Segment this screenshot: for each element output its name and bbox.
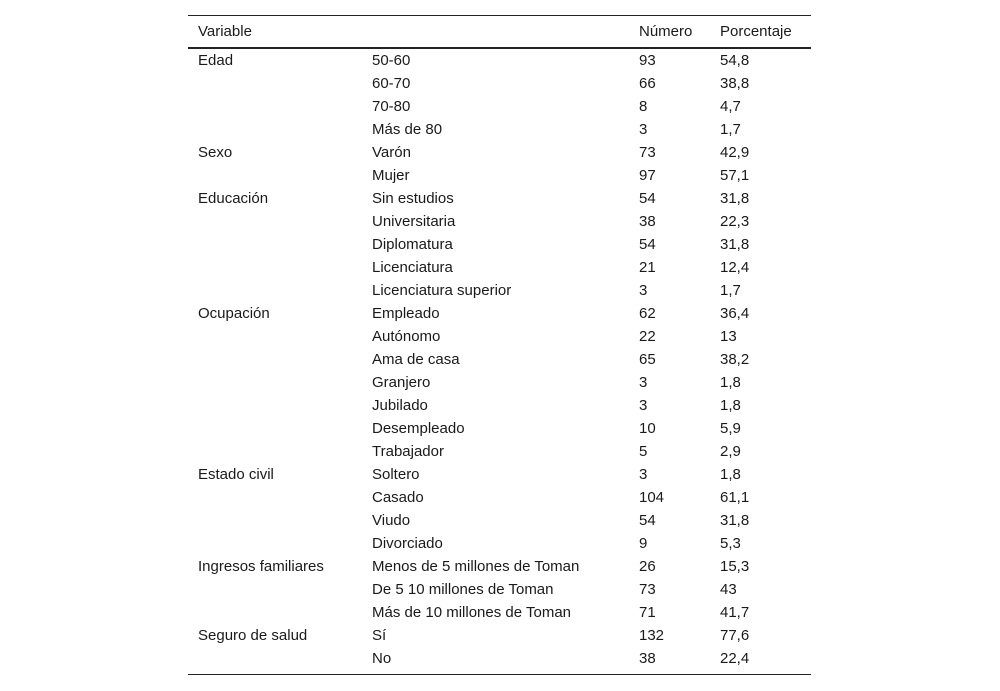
cell-numero: 54 [639, 236, 656, 253]
cell-numero: 38 [639, 213, 656, 230]
table-row [188, 394, 811, 417]
header-row [188, 16, 811, 49]
cell-variable [188, 118, 362, 141]
cell-category: 70-80 [372, 98, 411, 115]
cell-variable [188, 348, 362, 371]
table-row [188, 118, 811, 141]
cell-numero: 8 [639, 98, 648, 115]
cell-variable [188, 578, 362, 601]
cell-variable [188, 72, 362, 95]
table-row [188, 233, 811, 256]
cell-porcentaje: 1,7 [720, 121, 741, 138]
cell-category: Diplomatura [372, 236, 453, 253]
cell-porcentaje: 31,8 [720, 190, 750, 207]
cell-category: Desempleado [372, 420, 465, 437]
table-row [188, 601, 811, 624]
cell-variable: Educación [198, 190, 269, 207]
table-row [188, 624, 811, 647]
cell-category: Granjero [372, 374, 431, 391]
cell-variable: Ocupación [198, 305, 270, 322]
table-row [188, 348, 811, 371]
cell-numero: 9 [639, 535, 648, 552]
table-row [188, 95, 811, 118]
cell-numero: 97 [639, 167, 656, 184]
cell-porcentaje: 38,8 [720, 75, 750, 92]
cell-numero: 71 [639, 604, 656, 621]
cell-variable [188, 601, 362, 624]
cell-porcentaje: 57,1 [720, 167, 750, 184]
cell-porcentaje: 38,2 [720, 351, 750, 368]
cell-variable: Estado civil [198, 466, 274, 483]
cell-porcentaje: 5,3 [720, 535, 741, 552]
cell-variable: Edad [198, 52, 234, 69]
cell-category: Sí [372, 627, 387, 644]
table-row [188, 463, 811, 486]
cell-numero: 132 [639, 627, 665, 644]
cell-porcentaje: 42,9 [720, 144, 750, 161]
cell-numero: 22 [639, 328, 656, 345]
header-category [362, 16, 629, 49]
cell-numero: 3 [639, 282, 648, 299]
table-bottom-rule [188, 674, 811, 675]
table-row [188, 325, 811, 348]
cell-numero: 3 [639, 121, 648, 138]
cell-category: 60-70 [372, 75, 411, 92]
table-row [188, 279, 811, 302]
table-row [188, 509, 811, 532]
cell-category: De 5 10 millones de Toman [372, 581, 554, 598]
header-variable: Variable [198, 23, 252, 40]
table-row [188, 371, 811, 394]
cell-porcentaje: 22,4 [720, 650, 750, 667]
cell-category: Menos de 5 millones de Toman [372, 558, 580, 575]
cell-category: 50-60 [372, 52, 411, 69]
cell-porcentaje: 31,8 [720, 236, 750, 253]
table-row [188, 532, 811, 555]
cell-variable [188, 371, 362, 394]
cell-porcentaje: 36,4 [720, 305, 750, 322]
cell-variable [188, 256, 362, 279]
table-row [188, 486, 811, 509]
cell-category: Licenciatura [372, 259, 453, 276]
cell-variable [188, 325, 362, 348]
cell-variable: Seguro de salud [198, 627, 308, 644]
cell-numero: 26 [639, 558, 656, 575]
cell-category: Varón [372, 144, 411, 161]
cell-porcentaje: 2,9 [720, 443, 741, 460]
cell-category: Mujer [372, 167, 410, 184]
cell-numero: 66 [639, 75, 656, 92]
cell-porcentaje: 1,8 [720, 374, 741, 391]
table-row [188, 210, 811, 233]
cell-category: Más de 10 millones de Toman [372, 604, 571, 621]
cell-numero: 104 [639, 489, 665, 506]
cell-variable [188, 417, 362, 440]
cell-numero: 73 [639, 581, 656, 598]
table-row [188, 72, 811, 95]
cell-numero: 65 [639, 351, 656, 368]
table-header [188, 16, 811, 49]
cell-category: Ama de casa [372, 351, 460, 368]
table-row [188, 555, 811, 578]
cell-category: Sin estudios [372, 190, 454, 207]
cell-variable [188, 647, 362, 674]
cell-porcentaje: 1,7 [720, 282, 741, 299]
cell-variable [188, 486, 362, 509]
cell-variable [188, 279, 362, 302]
cell-porcentaje: 54,8 [720, 52, 750, 69]
table-row [188, 302, 811, 325]
cell-porcentaje: 4,7 [720, 98, 741, 115]
cell-numero: 73 [639, 144, 656, 161]
cell-numero: 38 [639, 650, 656, 667]
cell-porcentaje: 15,3 [720, 558, 750, 575]
cell-category: Divorciado [372, 535, 443, 552]
cell-porcentaje: 61,1 [720, 489, 750, 506]
cell-variable [188, 210, 362, 233]
header-numero: Número [639, 23, 693, 40]
cell-category: Trabajador [372, 443, 444, 460]
cell-variable [188, 440, 362, 463]
cell-porcentaje: 31,8 [720, 512, 750, 529]
cell-category: Casado [372, 489, 424, 506]
cell-numero: 21 [639, 259, 656, 276]
cell-variable [188, 164, 362, 187]
cell-numero: 3 [639, 466, 648, 483]
cell-category: Universitaria [372, 213, 456, 230]
cell-numero: 3 [639, 397, 648, 414]
cell-porcentaje: 1,8 [720, 397, 741, 414]
cell-numero: 54 [639, 512, 656, 529]
header-porcentaje: Porcentaje [720, 23, 792, 40]
cell-variable: Ingresos familiares [198, 558, 324, 575]
cell-numero: 3 [639, 374, 648, 391]
cell-category: Autónomo [372, 328, 441, 345]
table-row [188, 48, 811, 72]
cell-variable [188, 394, 362, 417]
cell-porcentaje: 12,4 [720, 259, 750, 276]
table-row [188, 578, 811, 601]
cell-category: Soltero [372, 466, 420, 483]
cell-numero: 62 [639, 305, 656, 322]
cell-category: Más de 80 [372, 121, 443, 138]
cell-variable [188, 532, 362, 555]
cell-variable [188, 95, 362, 118]
cell-porcentaje: 22,3 [720, 213, 750, 230]
table-row [188, 164, 811, 187]
cell-category: Jubilado [372, 397, 428, 414]
table-row [188, 187, 811, 210]
table-body [188, 48, 811, 674]
cell-numero: 54 [639, 190, 656, 207]
demographics-table-container [188, 15, 811, 675]
cell-variable [188, 233, 362, 256]
table-row [188, 647, 811, 674]
cell-category: No [372, 650, 392, 667]
table-row [188, 417, 811, 440]
cell-numero: 93 [639, 52, 656, 69]
cell-category: Licenciatura superior [372, 282, 512, 299]
cell-numero: 10 [639, 420, 656, 437]
cell-variable [188, 509, 362, 532]
cell-porcentaje: 13 [720, 328, 737, 345]
cell-category: Empleado [372, 305, 440, 322]
cell-porcentaje: 43 [720, 581, 737, 598]
cell-porcentaje: 77,6 [720, 627, 750, 644]
cell-numero: 5 [639, 443, 648, 460]
table-row [188, 440, 811, 463]
demographics-table [188, 15, 811, 674]
table-row [188, 256, 811, 279]
cell-porcentaje: 1,8 [720, 466, 741, 483]
table-row [188, 141, 811, 164]
cell-porcentaje: 5,9 [720, 420, 741, 437]
cell-variable: Sexo [198, 144, 233, 161]
cell-category: Viudo [372, 512, 411, 529]
cell-porcentaje: 41,7 [720, 604, 750, 621]
